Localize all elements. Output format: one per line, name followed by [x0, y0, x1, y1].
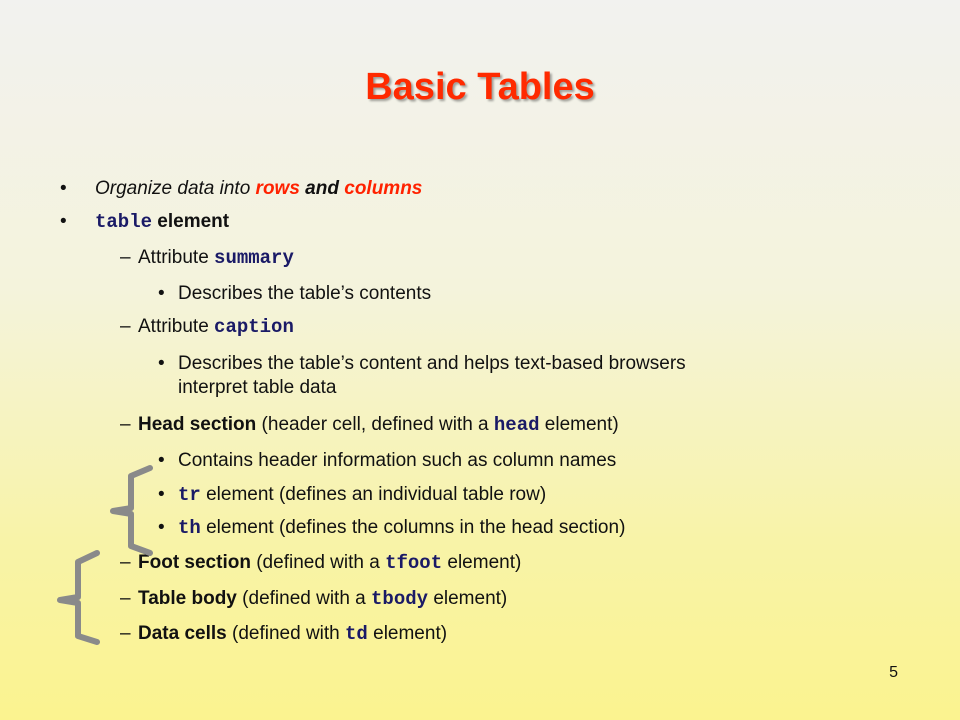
rows-text: rows — [255, 178, 300, 199]
table-code: table — [95, 211, 153, 233]
dash-marker: – — [120, 588, 131, 609]
data-cells-label: Data cells — [138, 623, 227, 644]
and-text: and — [299, 178, 345, 199]
foot-section-text: (defined with a — [250, 552, 386, 573]
attribute-text: Attribute — [138, 316, 215, 337]
table-body-end: element) — [428, 588, 508, 609]
tfoot-code: tfoot — [385, 552, 443, 574]
dash-marker: – — [120, 247, 131, 268]
dash-marker: – — [120, 552, 131, 573]
table-body-text: (defined with a — [236, 588, 372, 609]
th-code: th — [178, 517, 201, 539]
body-brace — [60, 553, 97, 642]
dash-marker: – — [120, 316, 131, 337]
tr-code: tr — [178, 484, 201, 506]
dash-marker: – — [120, 623, 131, 644]
bullet-marker: • — [158, 484, 165, 505]
table-body-label: Table body — [138, 588, 237, 609]
dash-marker: – — [120, 414, 131, 435]
attribute-text: Attribute — [138, 247, 215, 268]
tbody-code: tbody — [371, 588, 429, 610]
data-cells-end: element) — [367, 623, 448, 644]
summary-description: Describes the table’s contents — [178, 283, 432, 304]
tr-description: element (defines an individual table row) — [200, 484, 547, 505]
bullet-marker: • — [60, 178, 67, 199]
element-text: element — [152, 211, 230, 232]
organize-text: Organize data into — [95, 178, 256, 199]
bullet-marker: • — [158, 283, 165, 304]
bullet-marker: • — [158, 353, 165, 374]
columns-text: columns — [344, 178, 423, 199]
slide-title: Basic Tables — [365, 66, 595, 108]
caption-code: caption — [214, 316, 294, 338]
data-cells-text: (defined with — [226, 623, 346, 644]
bullet-marker: • — [158, 450, 165, 471]
foot-section-end: element) — [442, 552, 522, 573]
page-number: 5 — [889, 664, 898, 681]
bullet-marker: • — [60, 211, 67, 232]
caption-description-line1: Describes the table’s content and helps text-based browsers — [178, 353, 686, 374]
head-section-end: element) — [539, 414, 619, 435]
head-section-label: Head section — [138, 414, 257, 435]
head-section-text: (header cell, defined with a — [256, 414, 494, 435]
foot-section-label: Foot section — [138, 552, 251, 573]
th-description: element (defines the columns in the head section) — [200, 517, 626, 538]
head-code: head — [493, 414, 540, 436]
caption-description-line2: interpret table data — [178, 377, 337, 398]
head-description: Contains header information such as column names — [178, 450, 617, 471]
summary-code: summary — [214, 247, 294, 269]
td-code: td — [345, 623, 368, 645]
head-section-brace — [113, 468, 150, 553]
bullet-marker: • — [158, 517, 165, 538]
